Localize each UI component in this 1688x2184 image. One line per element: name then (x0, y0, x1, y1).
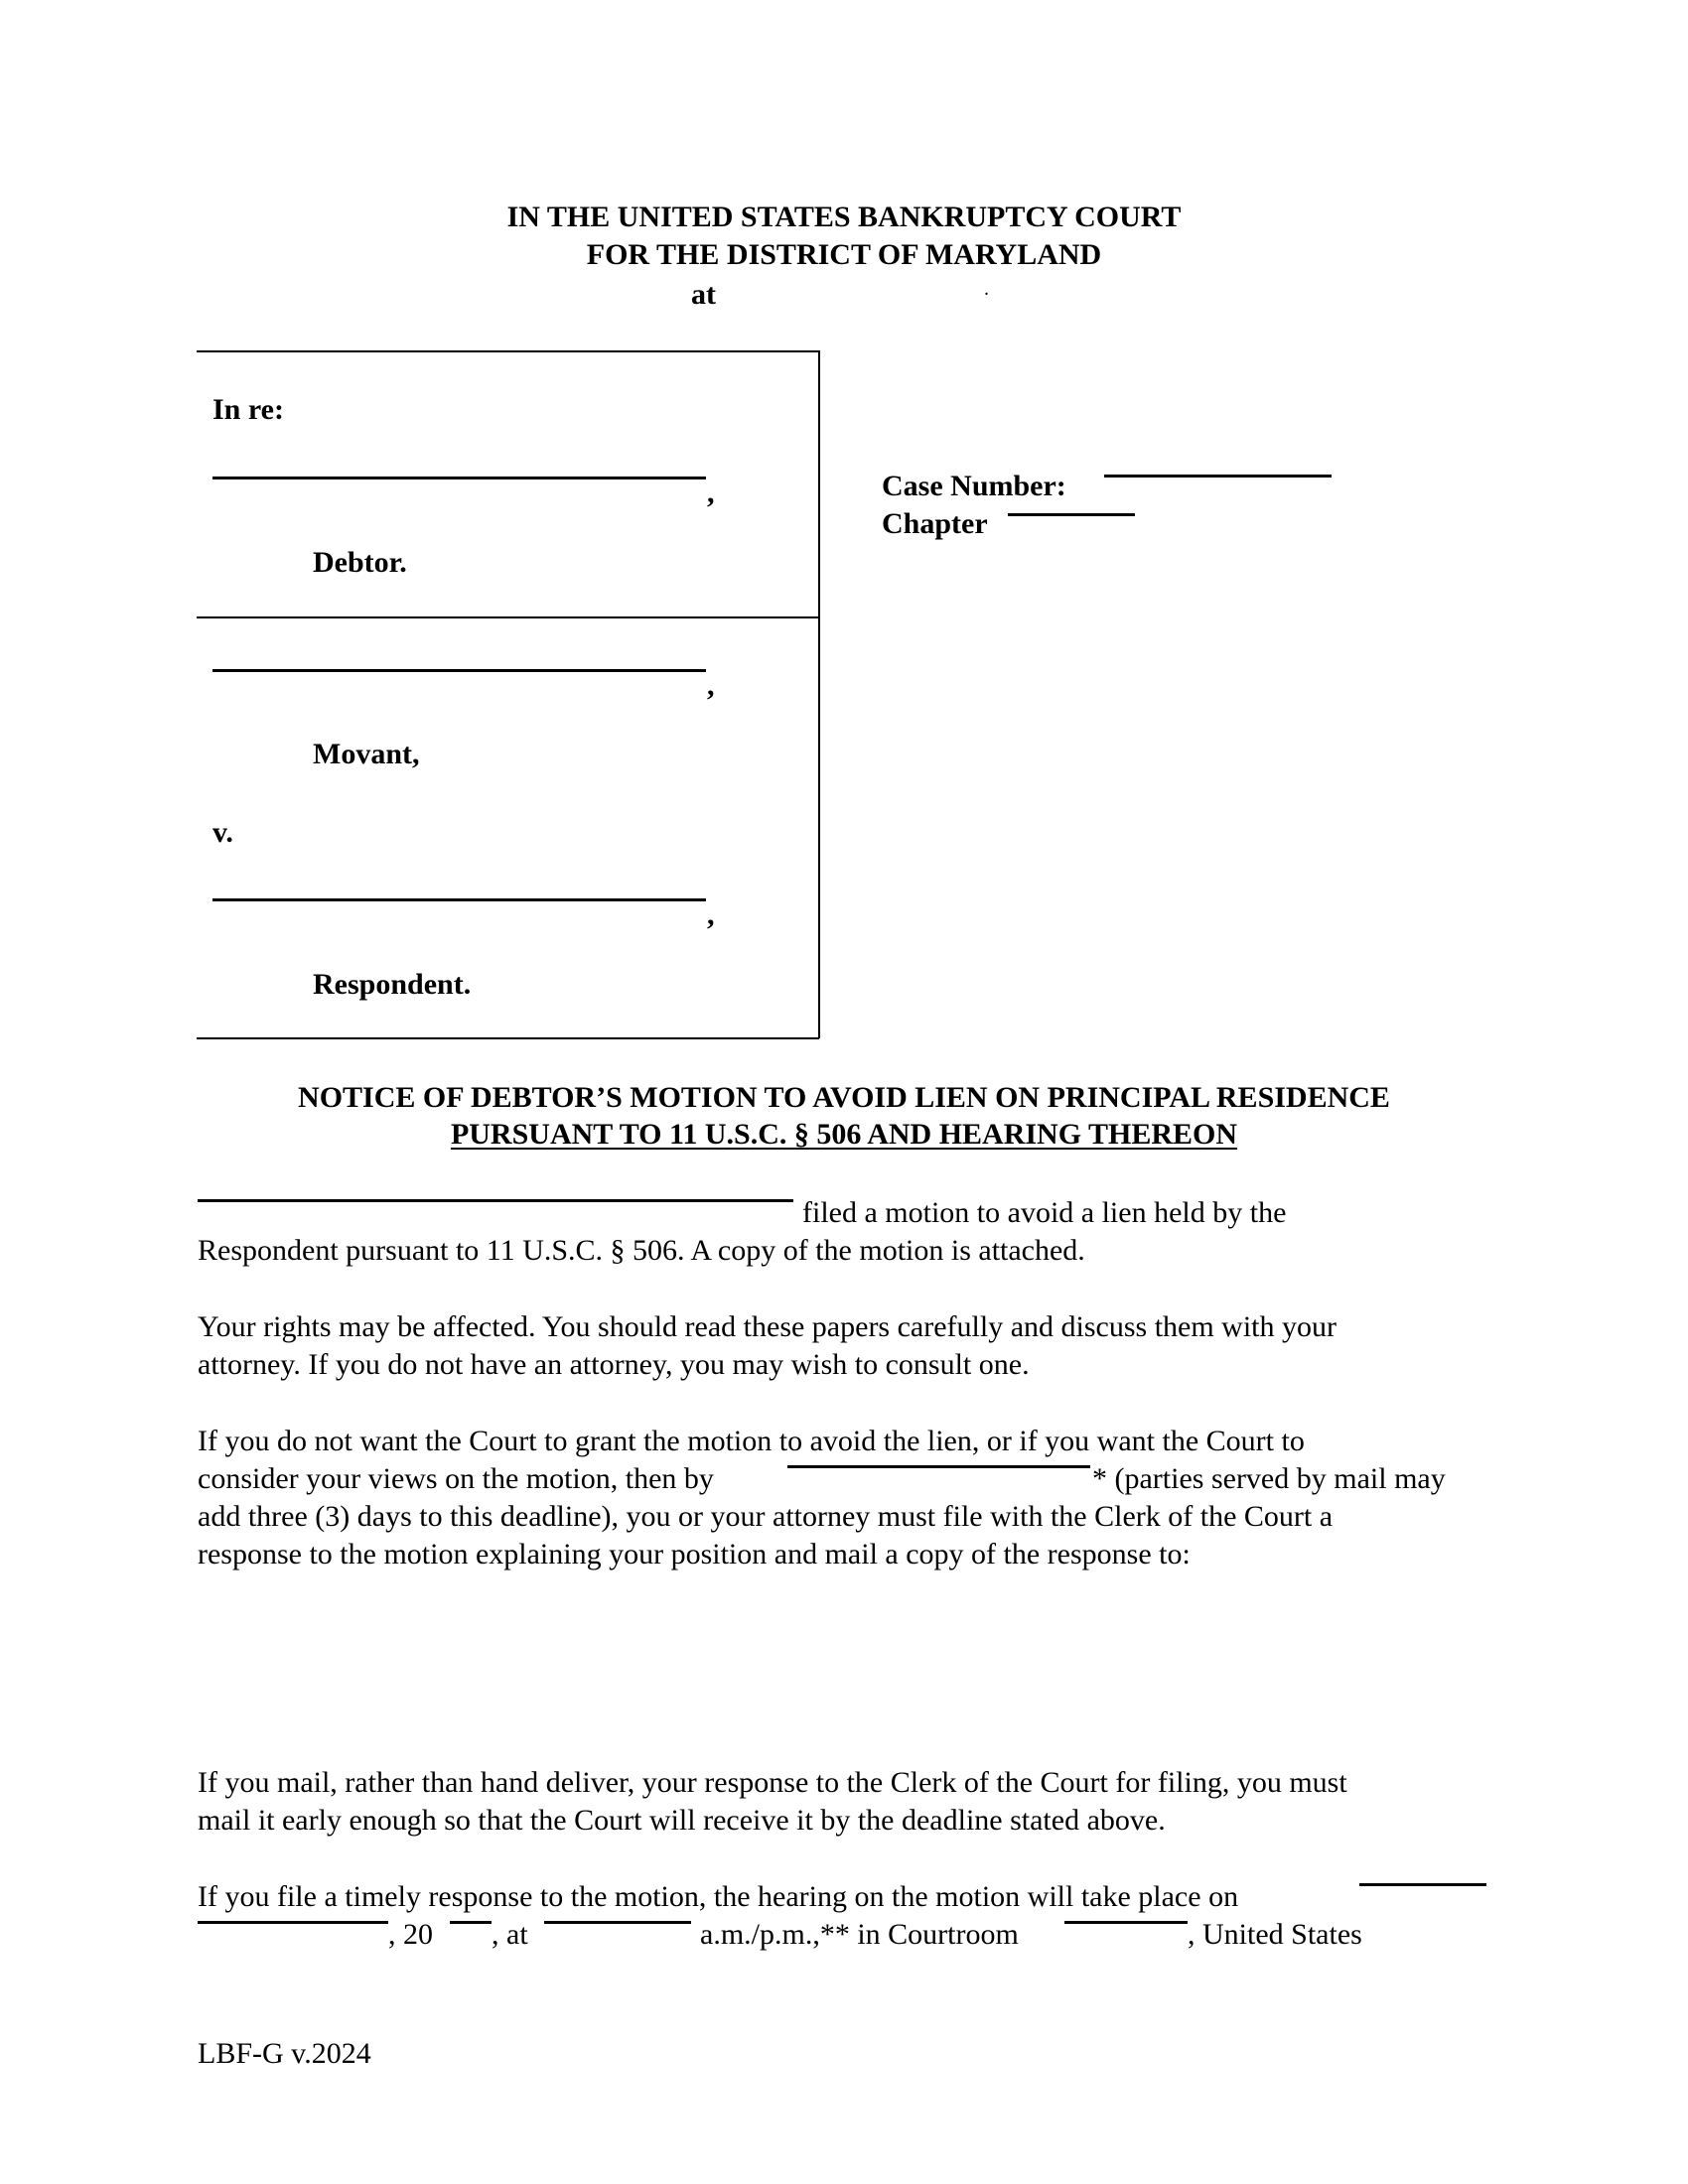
caption-right-border (818, 350, 820, 1038)
movant-comma: , (707, 669, 715, 702)
movant-name-blank[interactable] (212, 669, 706, 672)
p3-line4: response to the motion explaining your position and mail a copy of the response to: (198, 1538, 1191, 1570)
form-version: LBF-G v.2024 (198, 2037, 371, 2070)
hearing-date-blank-b[interactable] (198, 1921, 388, 1924)
courtroom-blank[interactable] (1064, 1921, 1188, 1924)
p5-at-label: , at (492, 1918, 528, 1951)
p1-line1: filed a motion to avoid a lien held by the (802, 1196, 1287, 1229)
case-number-blank[interactable] (1104, 475, 1332, 478)
caption-top-border (197, 350, 819, 352)
respondent-comma: , (707, 898, 715, 931)
p5-year-prefix: , 20 (388, 1918, 433, 1951)
p3-line2a: consider your views on the motion, then by (198, 1462, 714, 1495)
respondent-label: Respondent. (313, 968, 472, 1001)
p5-united-states: , United States (1188, 1918, 1362, 1951)
notice-title-line2-wrap (0, 1118, 1688, 1152)
p2-line1: Your rights may be affected. You should read these papers carefully and discuss them with your (198, 1310, 1337, 1343)
response-deadline-blank[interactable] (787, 1465, 1090, 1468)
p3-line1: If you do not want the Court to grant the motion to avoid the lien, or if you want the Court to (198, 1425, 1305, 1457)
respondent-name-blank[interactable] (212, 898, 706, 901)
court-name-line2: FOR THE DISTRICT OF MARYLAND (586, 238, 1102, 271)
chapter-label: Chapter (882, 507, 988, 540)
debtor-comma: , (707, 477, 715, 509)
caption-divider (197, 616, 819, 618)
court-name-line1: IN THE UNITED STATES BANKRUPTCY COURT (506, 201, 1182, 233)
hearing-time-blank[interactable] (544, 1921, 691, 1924)
debtor-label: Debtor. (313, 546, 407, 579)
p5-line1: If you file a timely response to the motion, the hearing on the motion will take place on (198, 1880, 1239, 1913)
hearing-date-blank-a[interactable] (1359, 1883, 1486, 1886)
caption-bottom-border (197, 1037, 819, 1039)
p5-ampm-text: a.m./p.m.,** in Courtroom (700, 1918, 1019, 1951)
case-number-label: Case Number: (882, 470, 1066, 502)
hearing-year-blank[interactable] (450, 1921, 492, 1924)
p3-line3: add three (3) days to this deadline), you or your attorney must file with the Clerk of the Court a (198, 1500, 1334, 1533)
p3-line2b: * (parties served by mail may (1092, 1462, 1446, 1495)
versus-label: v. (212, 816, 233, 849)
court-location-label: at (691, 278, 716, 311)
movant-label: Movant, (313, 738, 420, 770)
notice-title-line1: NOTICE OF DEBTOR’S MOTION TO AVOID LIEN ON PRINCIPAL RESIDENCE (298, 1081, 1390, 1114)
p4-line2: mail it early enough so that the Court will receive it by the deadline stated above. (198, 1804, 1166, 1837)
filer-name-blank[interactable] (198, 1199, 793, 1202)
chapter-blank[interactable] (1008, 513, 1135, 516)
in-re-label: In re: (212, 393, 284, 426)
p4-line1: If you mail, rather than hand deliver, your response to the Clerk of the Court for filing, you must (198, 1766, 1347, 1799)
p2-line2: attorney. If you do not have an attorney, you may wish to consult one. (198, 1348, 1030, 1381)
debtor-name-blank[interactable] (212, 477, 706, 479)
notice-title-line2: PURSUANT TO 11 U.S.C. § 506 AND HEARING THEREON (450, 1118, 1238, 1151)
p1-line2: Respondent pursuant to 11 U.S.C. § 506. A copy of the motion is attached. (198, 1234, 1085, 1267)
court-location-period: . (984, 278, 989, 300)
